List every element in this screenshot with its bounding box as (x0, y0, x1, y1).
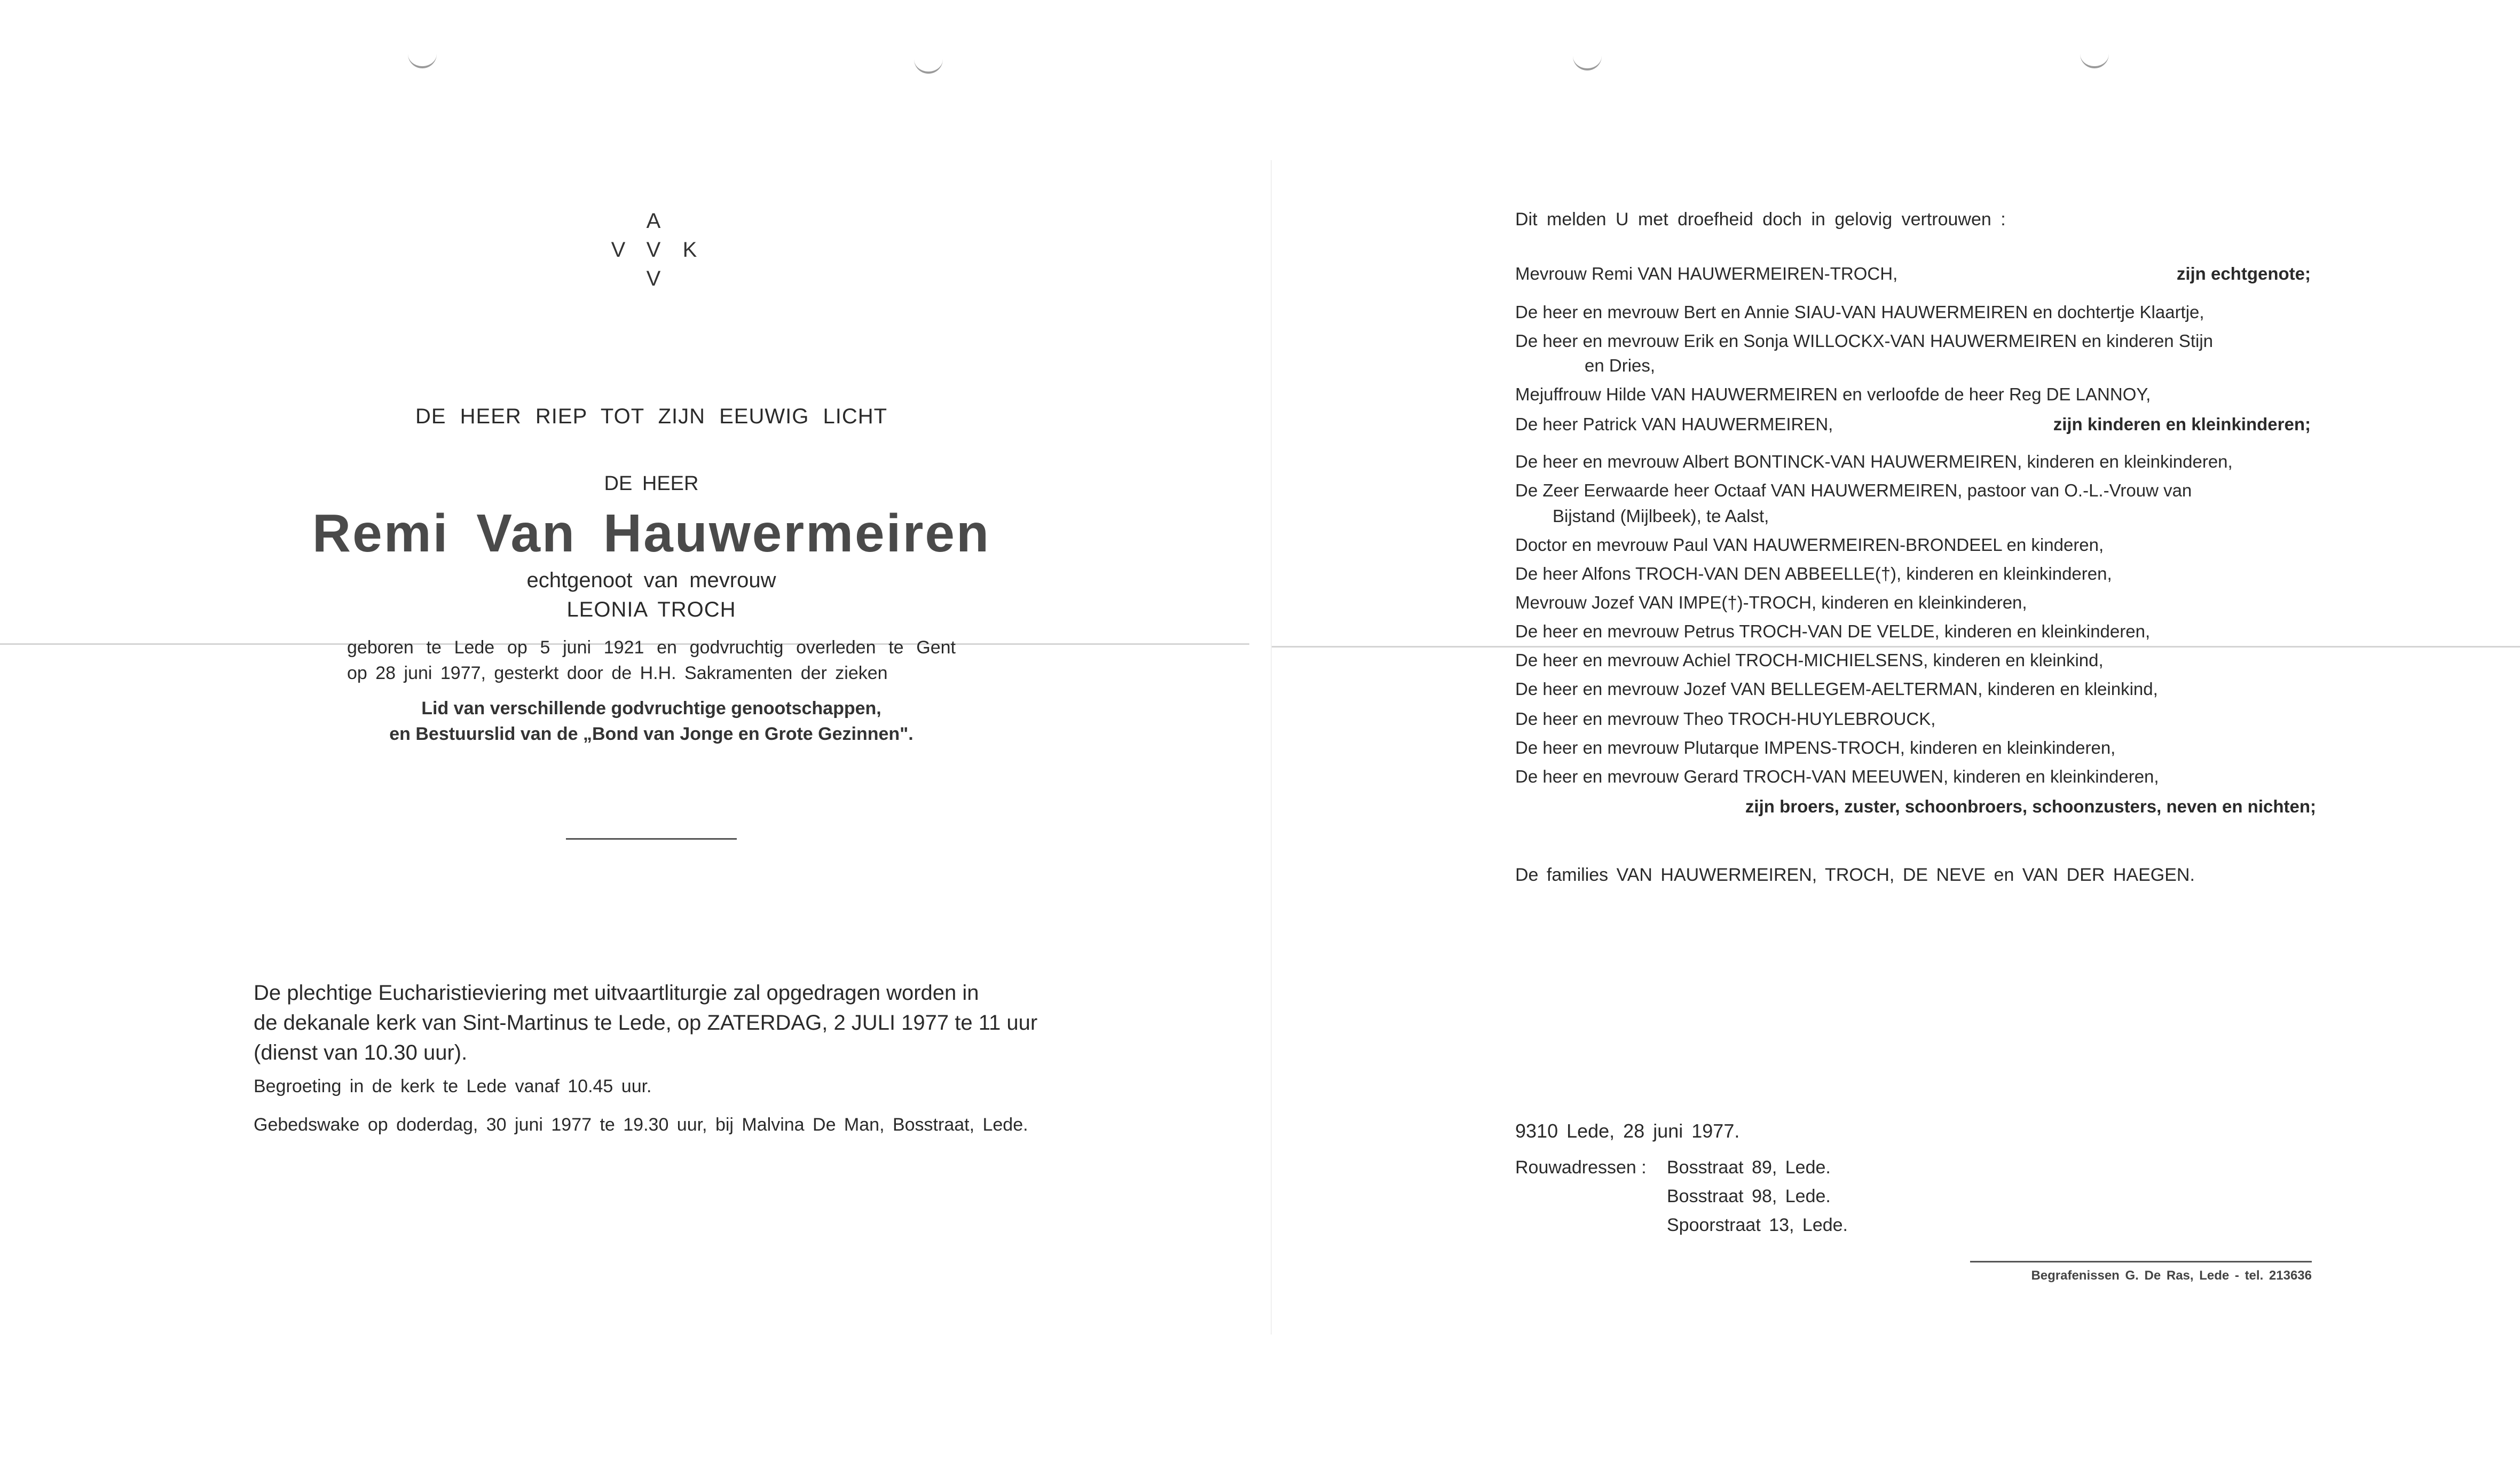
wake-info: Gebedswake op doderdag, 30 juni 1977 te 19.30 uur, bij Malvina De Man, Bosstraat, Lede. (254, 1115, 1028, 1135)
family-row: De heer en mevrouw Petrus TROCH-VAN DE VELDE, kinderen en kleinkinderen, (1515, 621, 2151, 641)
family-row: Mevrouw Jozef VAN IMPE(†)-TROCH, kinderen en kleinkinderen, (1515, 593, 2027, 612)
punch-hole-mark (2080, 53, 2109, 68)
cross-letter-left: V (611, 238, 626, 262)
punch-hole-mark (1573, 56, 1602, 70)
cross-letter-right: K (682, 238, 697, 262)
children-relation: zijn kinderen en kleinkinderen; (2053, 414, 2311, 434)
family-row-continuation: en Dries, (1585, 356, 1656, 375)
addresses-label: Rouwadressen : (1515, 1157, 1647, 1178)
deceased-name: Remi Van Hauwermeiren (312, 503, 991, 563)
family-row: De heer en mevrouw Albert BONTINCK-VAN HAUWERMEIREN, kinderen en kleinkinderen, (1515, 452, 2233, 471)
spouse-line: echtgenoot van mevrouw (526, 569, 776, 592)
deceased-title: DE HEER (604, 472, 699, 495)
funeral-service-line-1: De plechtige Eucharistieviering met uitvaartliturgie zal opgedragen worden in (254, 981, 979, 1005)
undertaker-credit: Begrafenissen G. De Ras, Lede - tel. 213636 (2031, 1268, 2312, 1283)
family-row: De heer en mevrouw Achiel TROCH-MICHIELSENS, kinderen en kleinkind, (1515, 650, 2104, 670)
birth-death-line-1: geboren te Lede op 5 juni 1921 en godvruchtig overleden te Gent (347, 637, 956, 658)
punch-hole-mark (408, 53, 437, 68)
membership-line-1: Lid van verschillende godvruchtige genootschappen, (421, 698, 881, 719)
family-row: De heer en mevrouw Jozef VAN BELLEGEM-AELTERMAN, kinderen en kleinkind, (1515, 679, 2158, 699)
birth-death-line-2: op 28 juni 1977, gesterkt door de H.H. Sakramenten der zieken (347, 663, 888, 683)
place-date: 9310 Lede, 28 juni 1977. (1515, 1120, 1740, 1142)
horizontal-fold-line (1271, 646, 2520, 648)
spouse-name: LEONIA TROCH (566, 598, 736, 621)
widow-relation: zijn echtgenote; (2176, 264, 2311, 283)
family-row: Mejuffrouw Hilde VAN HAUWERMEIREN en verloofde de heer Reg DE LANNOY, (1515, 384, 2151, 404)
family-row: De heer en mevrouw Bert en Annie SIAU-VAN HAUWERMEIREN en dochtertje Klaartje, (1515, 302, 2204, 322)
address-line: Bosstraat 98, Lede. (1667, 1186, 1831, 1206)
widow-row (1515, 264, 2311, 284)
membership-line-2: en Bestuurslid van de „Bond van Jonge en Grote Gezinnen". (389, 724, 914, 744)
address-line: Spoorstraat 13, Lede. (1667, 1215, 1848, 1235)
family-row: De heer en mevrouw Erik en Sonja WILLOCKX-VAN HAUWERMEIREN en kinderen Stijn (1515, 331, 2214, 351)
greeting-info: Begroeting in de kerk te Lede vanaf 10.45 uur. (254, 1076, 652, 1096)
family-row: De heer en mevrouw Gerard TROCH-VAN MEEUWEN, kinderen en kleinkinderen, (1515, 767, 2159, 786)
vertical-fold-line (1271, 160, 1272, 1335)
announcement-heading: DE HEER RIEP TOT ZIJN EEUWIG LICHT (415, 405, 888, 428)
address-line: Bosstraat 89, Lede. (1667, 1157, 1831, 1178)
undertaker-divider (1970, 1261, 2312, 1262)
widow-name: Mevrouw Remi VAN HAUWERMEIREN-TROCH, (1515, 264, 1898, 283)
families-line: De families VAN HAUWERMEIREN, TROCH, DE NEVE en VAN DER HAEGEN. (1515, 865, 2195, 885)
family-row: De heer en mevrouw Theo TROCH-HUYLEBROUCK, (1515, 709, 1936, 729)
family-row-text: De heer Patrick VAN HAUWERMEIREN, (1515, 414, 1833, 434)
cross-letter-center: V (646, 238, 661, 262)
family-row: Doctor en mevrouw Paul VAN HAUWERMEIREN-BRONDEEL en kinderen, (1515, 535, 2104, 555)
cross-letter-bottom: V (646, 267, 661, 290)
family-row-continuation: Bijstand (Mijlbeek), te Aalst, (1553, 506, 1769, 526)
family-row: De Zeer Eerwaarde heer Octaaf VAN HAUWERMEIREN, pastoor van O.-L.-Vrouw van (1515, 480, 2192, 500)
punch-hole-mark (914, 59, 943, 74)
family-row (1515, 414, 2311, 435)
cross-letter-top: A (646, 209, 661, 233)
funeral-service-line-2: de dekanale kerk van Sint-Martinus te Lede, op ZATERDAG, 2 JULI 1977 te 11 uur (254, 1011, 1038, 1035)
siblings-relation: zijn broers, zuster, schoonbroers, schoonzusters, neven en nichten; (1745, 796, 2316, 816)
announcement-intro: Dit melden U met droefheid doch in gelovig vertrouwen : (1515, 209, 2006, 230)
family-row: De heer en mevrouw Plutarque IMPENS-TROCH, kinderen en kleinkinderen, (1515, 738, 2116, 757)
section-divider (566, 838, 737, 840)
family-row: De heer Alfons TROCH-VAN DEN ABBEELLE(†), kinderen en kleinkinderen, (1515, 564, 2112, 583)
funeral-service-line-3: (dienst van 10.30 uur). (254, 1041, 468, 1064)
